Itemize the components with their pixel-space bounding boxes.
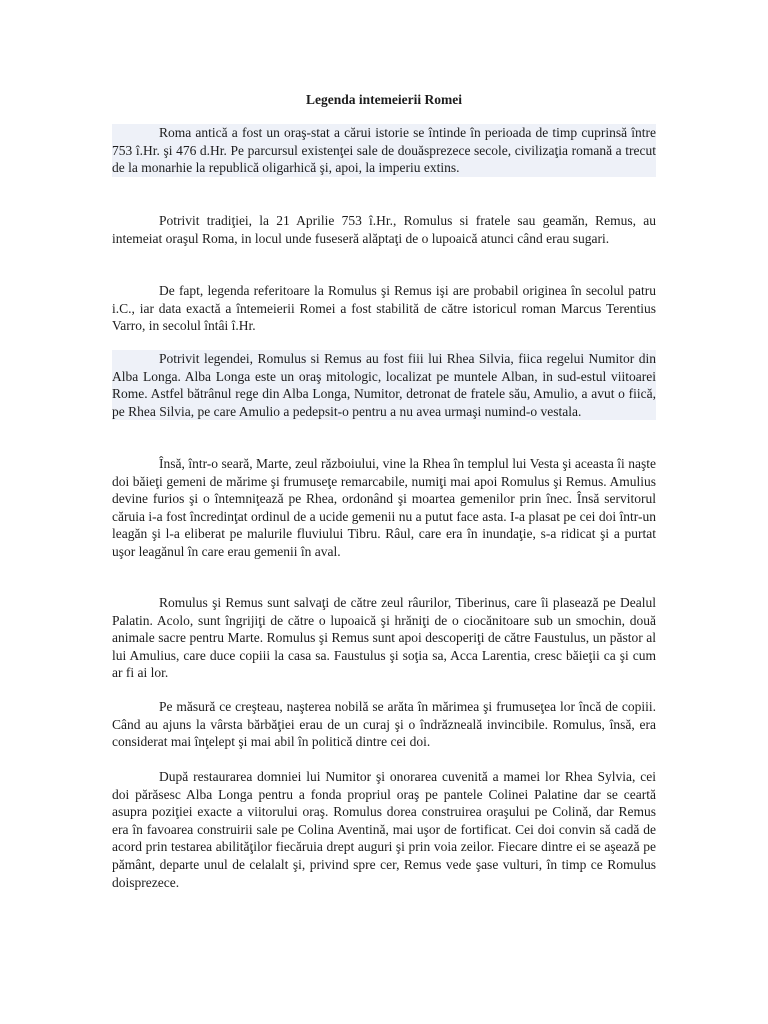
paragraph-1: Roma antică a fost un oraş-stat a cărui istorie se întinde în perioada de timp cuprinsă între 753 î.Hr. şi 476 d.Hr. Pe parcursul existenţei sale de douăsprezece secole, civilizaţia romană a trecut de la monarhie la republică oligarhică şi, apoi, la imperiu extins. bbox=[112, 125, 656, 176]
paragraph-3: De fapt, legenda referitoare la Romulus şi Remus işi are probabil originea în secolul patru i.C., iar data exactă a întemeierii Romei a fost stabilită de către istoricul roman Marcus Terentius Varro, in secolul întâi î.Hr. bbox=[112, 283, 656, 334]
paragraph-7: Pe măsură ce creşteau, naşterea nobilă se arăta în mărimea şi frumuseţea lor încă de copiii. Când au ajuns la vârsta bărbăţiei erau de un curaj şi o îndrăzneală invincibile. Romulus, însă, era considerat mai înţelept şi mai abil în politică dintre cei doi. bbox=[112, 699, 656, 750]
paragraph-6: Romulus şi Remus sunt salvaţi de către zeul râurilor, Tiberinus, care îi plasează pe Dealul Palatin. Acolo, sunt îngrijiţi de către o lupoaică şi hrăniţi de o ciocănitoare sub un smochin, două animale sacre pentru Marte. Romulus şi Remus sunt apoi descoperiţi de către Faustulus, un păstor al lui Amulius, care duce copiii la casa sa. Faustulus şi soţia sa, Acca Larentia, cresc băieţii ca şi cum ar fi ai lor. bbox=[112, 595, 656, 681]
paragraph-5: Însă, într-o seară, Marte, zeul războiului, vine la Rhea în templul lui Vesta şi aceasta îi naşte doi băieţi gemeni de mărime şi frumuseţe remarcabile, numiţi mai apoi Romulus şi Remus. Amulius devine furios şi o întemniţează pe Rhea, ordonând şi moartea gemenilor prin înec. Însă servitorul căruia i-a fost încredinţat ordinul de a ucide gemenii nu a putut face asta. I-a plasat pe cei doi într-un leagăn şi l-a eliberat pe malurile fluviului Tibru. Râul, care era în inundaţie, s-a ridicat şi a purtat uşor leagănul în care erau gemenii în aval. bbox=[112, 456, 656, 559]
paragraph-8: După restaurarea domniei lui Numitor şi onorarea cuvenită a mamei lor Rhea Sylvia, cei doi părăsesc Alba Longa pentru a fonda propriul oraş pe pantele Colinei Palatine dar se ceartă asupra poziţiei exacte a viitorului oraş. Romulus dorea construirea oraşului pe Colină, dar Remus era în favoarea construirii sale pe Colina Aventină, mai uşor de fortificat. Cei doi convin să cadă de acord prin testarea abilităţilor fiecăruia drept auguri şi prin voia zeilor. Fiecare dintre ei se aşează pe pământ, departe unul de celalalt şi, privind spre cer, Remus vede şase vulturi, în timp ce Romulus doisprezece. bbox=[112, 769, 656, 890]
paragraph-4: Potrivit legendei, Romulus si Remus au fost fiii lui Rhea Silvia, fiica regelui Numitor din Alba Longa. Alba Longa este un oraş mitologic, localizat pe muntele Alban, in sud-estul viitoarei Rome. Astfel bătrânul rege din Alba Longa, Numitor, detronat de fratele său, Amulio, a avut o fiică, pe Rhea Silvia, pe care Amulio a pedepsit-o pentru a nu avea urmaşi numind-o vestala. bbox=[112, 351, 656, 419]
paragraph-2: Potrivit tradiţiei, la 21 Aprilie 753 î.Hr., Romulus si fratele sau geamăn, Remus, au intemeiat oraşul Roma, in locul unde fuseseră alăptaţi de o lupoaică atunci când erau sugari. bbox=[112, 213, 656, 246]
document-title: Legenda intemeierii Romei bbox=[306, 92, 462, 107]
